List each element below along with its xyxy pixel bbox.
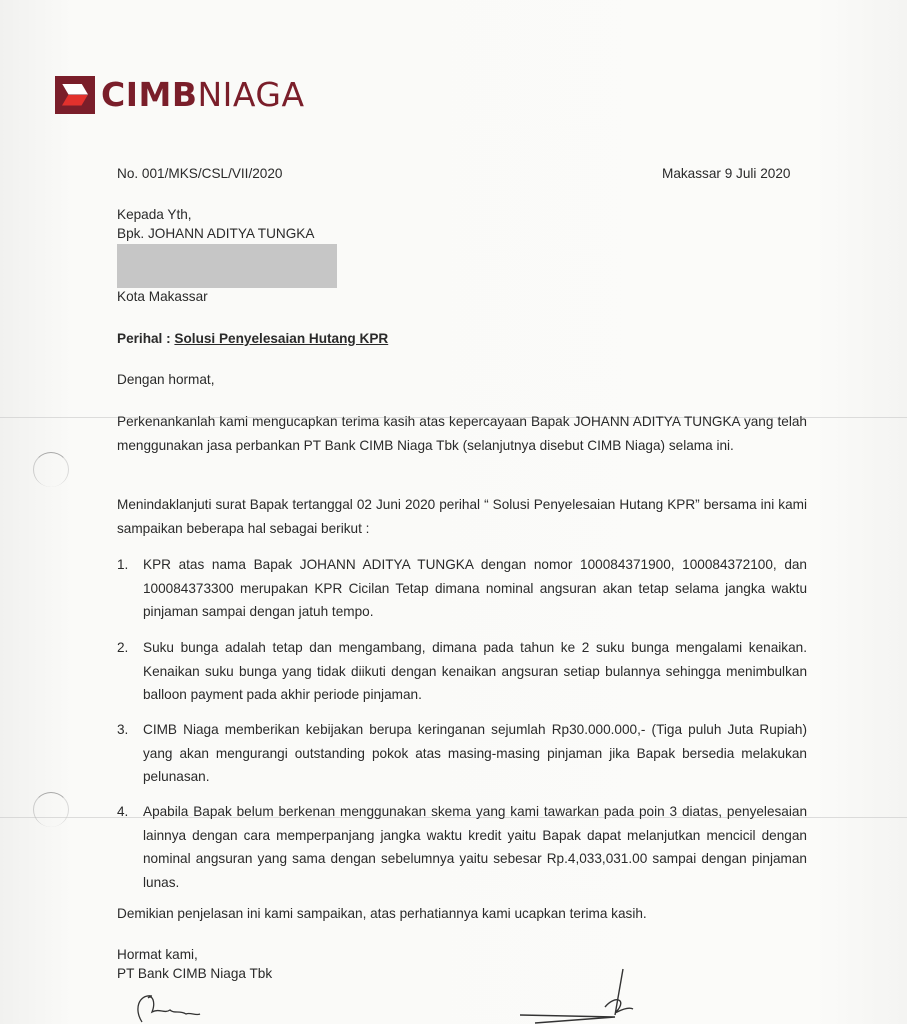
cimb-logo-icon — [55, 76, 95, 114]
list-item-text: Apabila Bapak belum berkenan menggunakan skema yang kami tawarkan pada poin 3 diatas, penyelesaian lainnya dengan cara memperpanjang jangka waktu kredit yaitu Bapak dapat melanjutkan mencicil dengan nominal angsuran yang sama dengan sebelumnya yaitu sebesar Rp.4,033,031.00 sampai dengan pinjaman lunas. — [143, 804, 807, 890]
signature-company: PT Bank CIMB Niaga Tbk — [117, 966, 273, 981]
signature-closing: Hormat kami, — [117, 947, 198, 962]
subject-label: Perihal : — [117, 331, 171, 346]
recipient-name: Bpk. JOHANN ADITYA TUNGKA — [117, 226, 315, 241]
list-item-text: Suku bunga adalah tetap dan mengambang, dimana pada tahun ke 2 suku bunga mengalami kenaikan. Kenaikan suku bunga yang tidak diikuti dengan kenaikan angsuran setiap bulannya sehingga menimbulkan balloon payment pada akhir periode pinjaman. — [143, 640, 807, 702]
list-item-number: 3. — [117, 722, 129, 737]
list-item — [117, 553, 807, 624]
punch-hole-mark — [33, 452, 69, 487]
list-item — [117, 800, 807, 894]
greeting: Dengan hormat, — [117, 372, 215, 387]
redacted-address-block — [117, 244, 337, 288]
punch-hole-mark — [33, 792, 69, 827]
list-item — [117, 718, 807, 789]
opening-paragraph: Perkenankanlah kami mengucapkan terima kasih atas kepercayaan Bapak JOHANN ADITYA TUNGKA yang telah menggunakan jasa perbankan PT Bank CIMB Niaga Tbk (selanjutnya disebut CIMB Niaga) selama ini. — [117, 414, 807, 453]
signature-right-icon — [515, 965, 645, 1024]
list-item-number: 4. — [117, 804, 129, 819]
subject-line — [117, 327, 388, 351]
logo-wordmark: CIMBNIAGA — [101, 75, 305, 114]
recipient-salutation: Kepada Yth, — [117, 207, 192, 222]
signature-left-icon — [130, 990, 210, 1024]
place-date: Makassar 9 Juli 2020 — [662, 166, 791, 181]
reference-number: No. 001/MKS/CSL/VII/2020 — [117, 166, 283, 181]
list-item — [117, 636, 807, 707]
list-item-text: KPR atas nama Bapak JOHANN ADITYA TUNGKA dengan nomor 100084371900, 100084372100, dan 100084373300 merupakan KPR Cicilan Tetap dimana nominal angsuran akan tetap selama jangka waktu pinjaman sampai dengan jatuh tempo. — [143, 557, 807, 619]
context-paragraph: Menindaklanjuti surat Bapak tertanggal 02 Juni 2020 perihal “ Solusi Penyelesaian Hutang KPR” bersama ini kami sampaikan beberapa hal sebagai berikut : — [117, 497, 807, 536]
closing-paragraph: Demikian penjelasan ini kami sampaikan, atas perhatiannya kami ucapkan terima kasih. — [117, 906, 647, 921]
subject-text: Solusi Penyelesaian Hutang KPR — [174, 331, 389, 346]
recipient-city: Kota Makassar — [117, 289, 208, 304]
list-item-number: 2. — [117, 640, 129, 655]
cimb-niaga-logo — [55, 75, 305, 114]
list-item-number: 1. — [117, 557, 129, 572]
list-item-text: CIMB Niaga memberikan kebijakan berupa keringanan sejumlah Rp30.000.000,- (Tiga puluh Juta Rupiah) yang akan mengurangi outstanding pokok atas masing-masing pinjaman jika Bapak bersedia melakukan pelunasan. — [143, 722, 807, 784]
